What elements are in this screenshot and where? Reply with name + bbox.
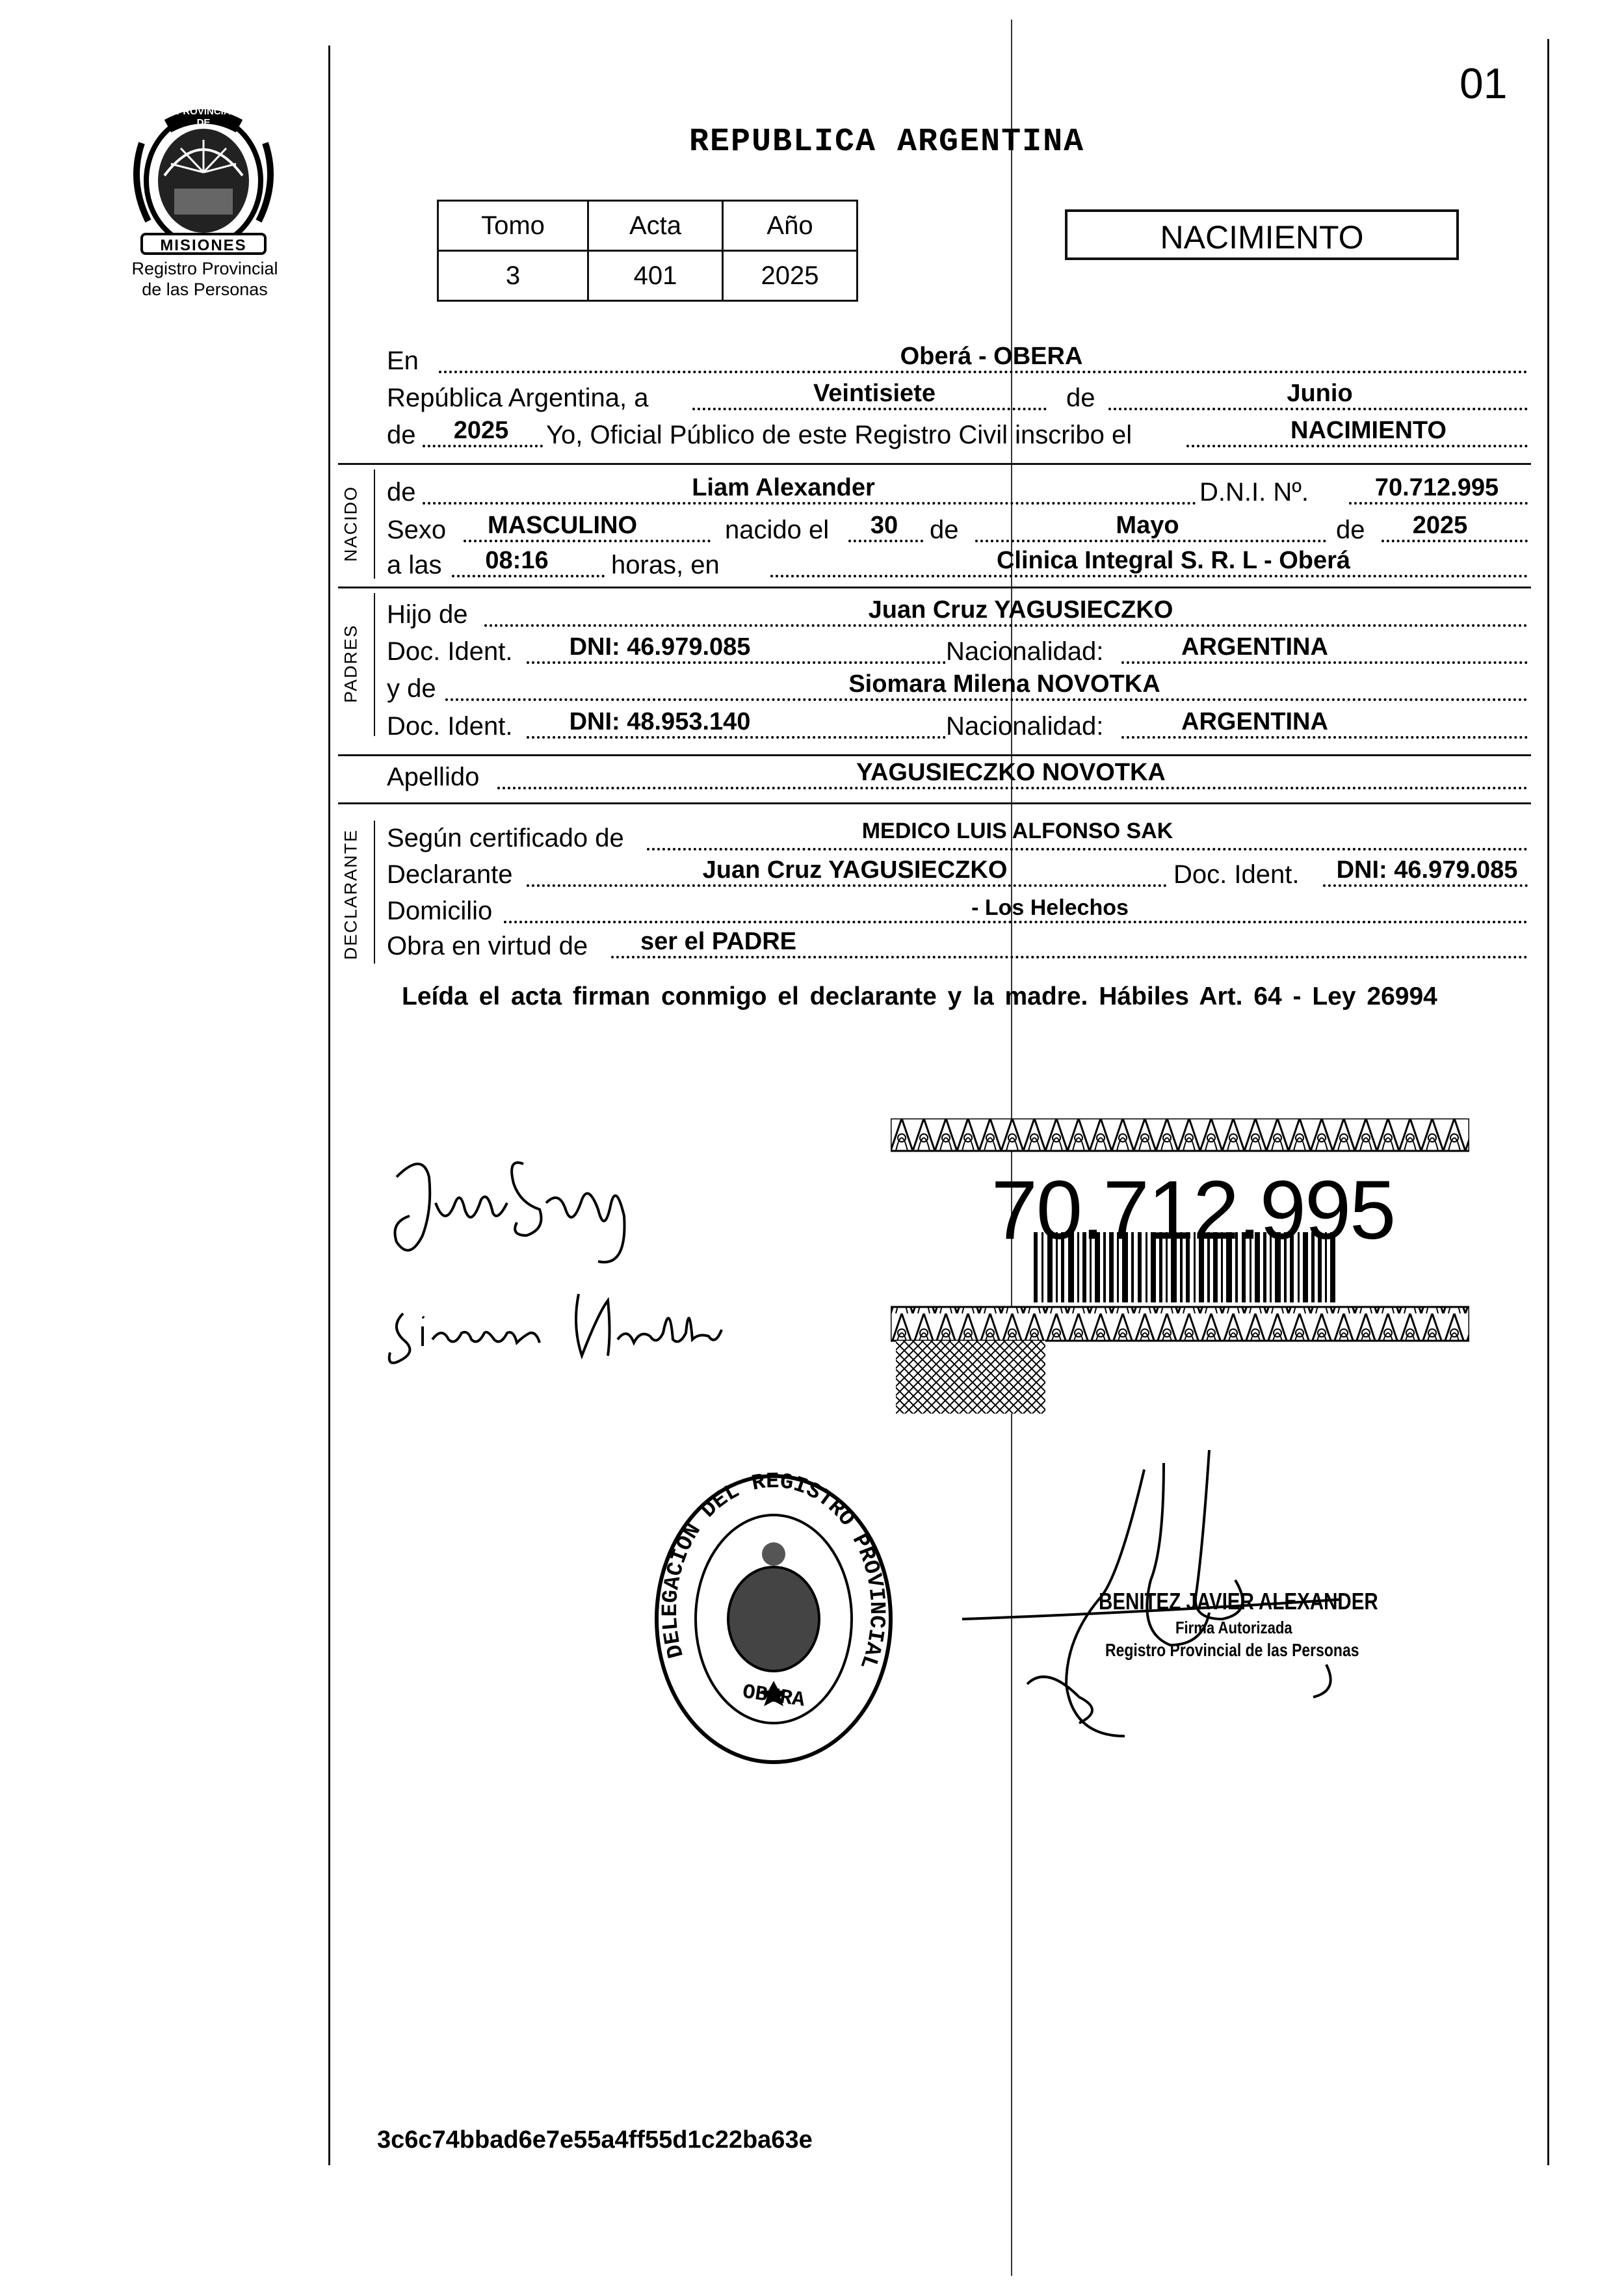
mother-doc: DNI: 48.953.140 bbox=[569, 708, 751, 735]
registry-name-line1: Registro Provincial bbox=[131, 259, 278, 278]
sex-label: Sexo bbox=[387, 516, 447, 544]
a-las-label: a las bbox=[387, 551, 442, 579]
record-header-acta: Acta bbox=[588, 201, 723, 251]
nacido-row-2 bbox=[387, 512, 1528, 549]
dni-sticker-number: 70.712.995 bbox=[991, 1164, 1395, 1257]
dni-label: D.N.I. Nº. bbox=[1199, 478, 1309, 507]
father-doc-label: Doc. Ident. bbox=[387, 637, 513, 666]
child-name: Liam Alexander bbox=[692, 474, 875, 501]
mother-name: Siomara Milena NOVOTKA bbox=[848, 670, 1160, 698]
child-sex: MASCULINO bbox=[487, 512, 638, 539]
cert-label: Según certificado de bbox=[387, 824, 624, 852]
delegacion-seal bbox=[650, 1470, 897, 1769]
apellido-label: Apellido bbox=[387, 763, 480, 791]
birth-year: 2025 bbox=[1412, 512, 1468, 539]
declarante-doc-label: Doc. Ident. bbox=[1173, 860, 1300, 889]
separator-declarante-top bbox=[338, 802, 1531, 804]
y-de-label: y de bbox=[387, 674, 436, 703]
virtud-label: Obra en virtud de bbox=[387, 932, 588, 960]
birth-place: Clinica Integral S. R. L - Oberá bbox=[996, 547, 1351, 574]
nacido-row-1 bbox=[387, 475, 1528, 511]
signature-father bbox=[384, 1138, 670, 1268]
left-margin-line bbox=[328, 46, 330, 2165]
father-doc: DNI: 46.979.085 bbox=[569, 633, 751, 661]
nacido-bracket bbox=[374, 469, 375, 579]
declarante-label: Declarante bbox=[387, 860, 513, 889]
record-table bbox=[437, 200, 858, 302]
mother-nationality-label: Nacionalidad: bbox=[946, 712, 1104, 741]
apellido-row bbox=[387, 759, 1528, 796]
record-value-tomo: 3 bbox=[438, 251, 588, 301]
de-label-year: de bbox=[387, 421, 416, 449]
intro-row-2 bbox=[387, 380, 1528, 417]
stamp-official-name: BENITEZ JAVIER ALEXANDER bbox=[1099, 1588, 1378, 1615]
registered-act: NACIMIENTO bbox=[1290, 417, 1447, 444]
virtud-value: ser el PADRE bbox=[640, 928, 797, 955]
padres-row-3 bbox=[387, 671, 1528, 707]
padres-bracket bbox=[374, 593, 375, 736]
registration-year: 2025 bbox=[453, 417, 509, 444]
registry-place: Oberá - OBERA bbox=[900, 343, 1083, 370]
intro-row-3 bbox=[387, 417, 1528, 454]
footer-hash: 3c6c74bbad6e7e55a4ff55d1c22ba63e bbox=[377, 2126, 813, 2154]
declarante-name: Juan Cruz YAGUSIECZKO bbox=[702, 856, 1008, 884]
declarante-row-2 bbox=[387, 857, 1528, 893]
cert-value: MEDICO LUIS ALFONSO SAK bbox=[861, 819, 1173, 843]
birth-month: Mayo bbox=[1116, 512, 1179, 539]
record-header-tomo: Tomo bbox=[438, 201, 588, 251]
born-label: nacido el bbox=[725, 516, 830, 544]
separator-apellido-top bbox=[338, 754, 1531, 756]
record-header-anio: Año bbox=[723, 201, 858, 251]
record-value-acta: 401 bbox=[588, 251, 723, 301]
de-label-birth-month: de bbox=[930, 516, 959, 544]
seal-ring-text: DELEGACION DEL REGISTRO PROVINCIAL bbox=[658, 1470, 889, 1673]
de-label-birth-year: de bbox=[1336, 516, 1365, 544]
horas-label: horas, en bbox=[611, 551, 720, 579]
declarante-doc: DNI: 46.979.085 bbox=[1336, 856, 1518, 884]
en-label: En bbox=[387, 347, 419, 375]
registration-month: Junio bbox=[1287, 380, 1353, 407]
mother-doc-label: Doc. Ident. bbox=[387, 712, 513, 741]
domicilio-value: - Los Helechos bbox=[971, 895, 1129, 920]
seal-city: OBERA bbox=[740, 1680, 807, 1713]
signature-mother bbox=[384, 1274, 735, 1372]
father-nationality: ARGENTINA bbox=[1181, 633, 1328, 661]
right-margin-line bbox=[1547, 39, 1549, 2165]
separator-padres-top bbox=[338, 587, 1531, 588]
nacido-row-3 bbox=[387, 547, 1528, 584]
seal-top-text: PROVINCIA DE bbox=[176, 106, 231, 128]
registry-name-line2: de las Personas bbox=[142, 280, 268, 299]
stamp-registry: Registro Provincial de las Personas bbox=[1105, 1640, 1359, 1660]
domicilio-label: Domicilio bbox=[387, 897, 493, 925]
padres-row-2 bbox=[387, 634, 1528, 670]
record-value-anio: 2025 bbox=[723, 251, 858, 301]
birth-day: 30 bbox=[870, 512, 898, 539]
child-dni: 70.712.995 bbox=[1374, 474, 1499, 501]
hijo-de-label: Hijo de bbox=[387, 600, 468, 629]
declarante-row-3 bbox=[387, 893, 1528, 930]
separator-nacido-top bbox=[338, 463, 1531, 465]
declarante-row-1 bbox=[387, 821, 1528, 857]
country-label: República Argentina, a bbox=[387, 384, 649, 412]
mother-nationality: ARGENTINA bbox=[1181, 708, 1328, 735]
seal-bottom-text: MISIONES bbox=[160, 237, 247, 254]
de-label-month: de bbox=[1066, 384, 1095, 412]
act-type-box: NACIMIENTO bbox=[1065, 209, 1459, 260]
inscribo-text: Yo, Oficial Público de este Registro Civil inscribo el bbox=[546, 421, 1133, 449]
section-label-declarante: DECLARANTE bbox=[341, 828, 361, 960]
father-nationality-label: Nacionalidad: bbox=[946, 637, 1104, 666]
declarante-row-4 bbox=[387, 929, 1528, 965]
padres-row-1 bbox=[387, 597, 1528, 633]
de-label-name: de bbox=[387, 478, 416, 507]
page-number: 01 bbox=[1460, 59, 1508, 107]
declarante-bracket bbox=[374, 821, 375, 964]
stamp-firma-autorizada: Firma Autorizada bbox=[1175, 1618, 1292, 1637]
closing-statement: Leída el acta firman conmigo el declarante y la madre. Hábiles Art. 64 - Ley 26994 bbox=[402, 982, 1437, 1010]
section-label-padres: PADRES bbox=[341, 624, 361, 704]
padres-row-4 bbox=[387, 709, 1528, 745]
birth-time: 08:16 bbox=[485, 547, 549, 574]
intro-row-1 bbox=[387, 343, 1528, 380]
apellido-value: YAGUSIECZKO NOVOTKA bbox=[856, 759, 1166, 786]
registration-day: Veintisiete bbox=[813, 380, 936, 407]
document-title: REPUBLICA ARGENTINA bbox=[689, 124, 1085, 161]
section-label-nacido: NACIDO bbox=[341, 486, 361, 562]
father-name: Juan Cruz YAGUSIECZKO bbox=[868, 596, 1173, 624]
